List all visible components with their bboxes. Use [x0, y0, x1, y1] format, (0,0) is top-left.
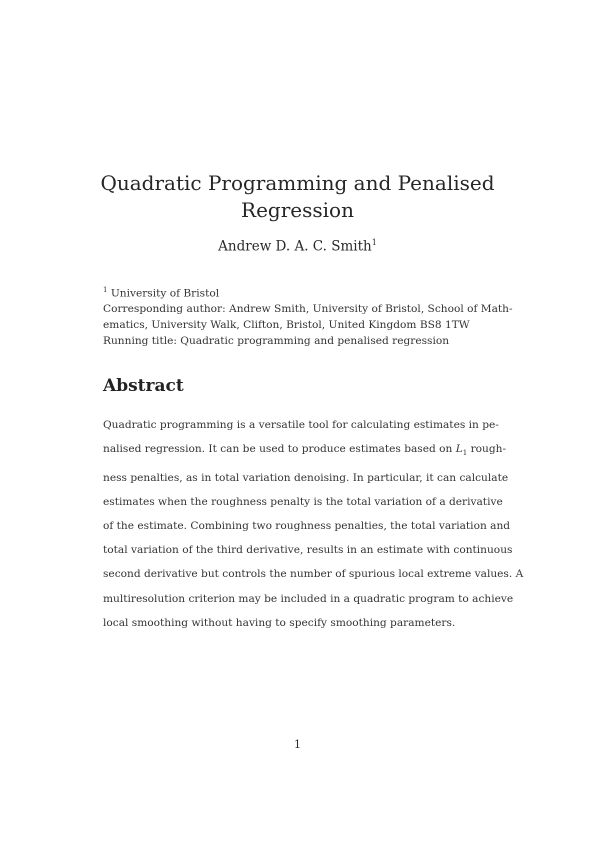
abstract-line: of the estimate. Combining two roughness penalties, the total variation and — [103, 519, 511, 532]
affiliation-block — [103, 283, 513, 350]
author-line — [100, 234, 495, 256]
running-title: Running title: Quadratic programming and penalised regression — [103, 334, 450, 347]
abstract-body — [103, 413, 524, 635]
affiliation-institution: University of Bristol — [110, 287, 220, 300]
abstract-line-text: nalised regression. It can be used to produce estimates based on — [103, 443, 456, 456]
abstract-line — [103, 437, 507, 465]
abstract-line: estimates when the roughness penalty is the total variation of a derivative — [103, 495, 503, 508]
title-line-2: Regression — [241, 198, 354, 222]
paper-title — [100, 170, 495, 224]
abstract-line: local smoothing without having to specify smoothing parameters. — [103, 616, 456, 629]
corresponding-author-line-1: Corresponding author: Andrew Smith, University of Bristol, School of Math- — [103, 303, 513, 316]
math-subscript: 1 — [462, 449, 468, 458]
abstract-line: second derivative but controls the number of spurious local extreme values. A — [103, 568, 524, 581]
abstract-line: total variation of the third derivative, results in an estimate with continuous — [103, 544, 513, 557]
corresponding-author-line-2: ematics, University Walk, Clifton, Bristol, United Kingdom BS8 1TW — [103, 319, 470, 332]
abstract-line: ness penalties, as in total variation denoising. In particular, it can calculate — [103, 471, 509, 484]
author-name: Andrew D. A. C. Smith — [218, 238, 372, 255]
math-l: L — [455, 443, 463, 456]
abstract-line: Quadratic programming is a versatile tool for calculating estimates in pe- — [103, 419, 499, 431]
abstract-line: multiresolution criterion may be included in a quadratic program to achieve — [103, 592, 514, 605]
abstract-heading: Abstract — [103, 376, 184, 396]
affiliation-institution-line — [103, 283, 498, 302]
author-affiliation-marker: 1 — [371, 238, 377, 247]
page-number: 1 — [294, 738, 301, 751]
abstract-line-tail: rough- — [467, 443, 507, 456]
affiliation-marker: 1 — [103, 286, 108, 294]
title-line-1: Quadratic Programming and Penalised — [100, 171, 495, 195]
